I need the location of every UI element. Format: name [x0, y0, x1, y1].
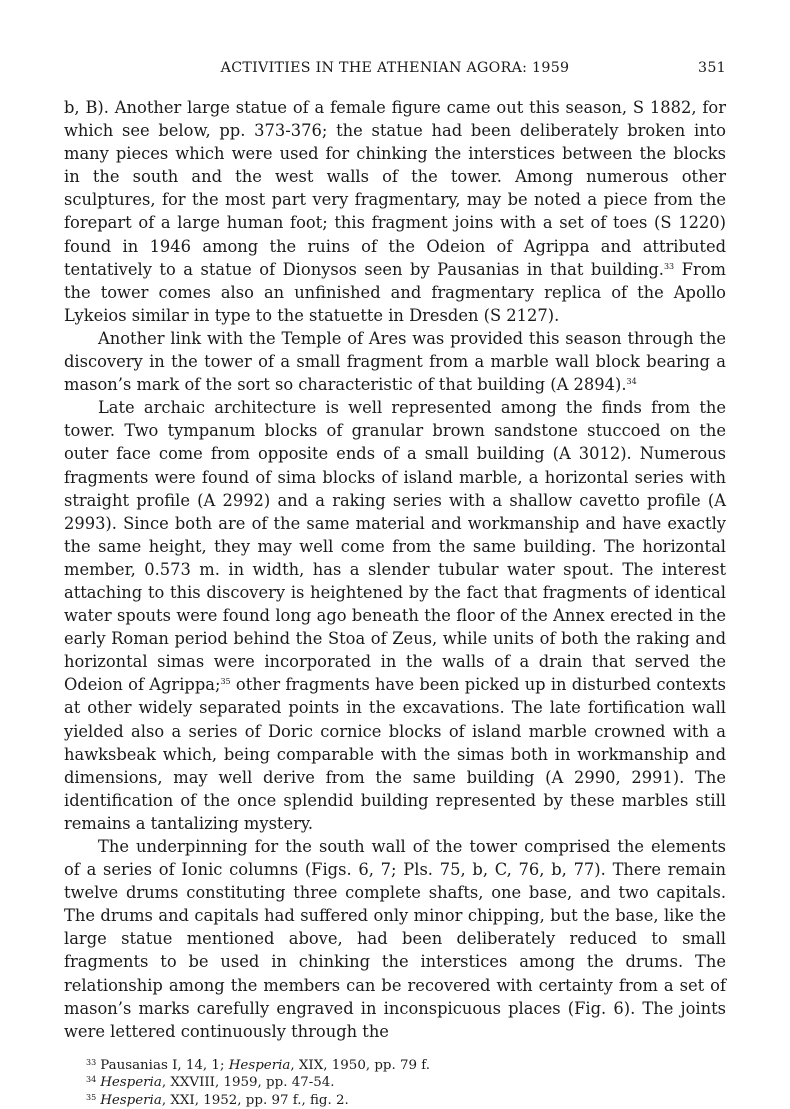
footnote-number: 34	[86, 1075, 97, 1085]
footnote-number: 33	[86, 1057, 97, 1067]
footnote-number: 35	[86, 1092, 97, 1102]
footnotes	[64, 1057, 726, 1109]
footnote-text: Pausanias I, 14, 1;	[100, 1057, 229, 1073]
footnote	[86, 1074, 726, 1092]
running-head	[64, 60, 726, 82]
journal-title: Hesperia	[228, 1057, 291, 1073]
paragraph-text: b, B). Another large statue of a female figure came out this season, S 1882, for which see below, pp. 373-376; the statue had been deliberately broken into many pieces which were used for chinking the interstices between the blocks in the south and the west walls of the tower. Among numerous other sculptures, for the most part very fragmentary, may be noted a piece from the forepart of a large human foot; this fragment joins with a set of toes (S 1220) found in 1946 among the ruins of the Odeion of Agrippa and attributed tentatively to a statue of Dionysos seen by Pausanias in that building.	[64, 98, 726, 279]
page	[64, 60, 726, 1109]
paragraph-text: From the tower comes also an unfinished and fragmentary replica of the Apollo Lykeios similar in type to the statuette in Dresden (S 2127).	[64, 259, 726, 325]
paragraph	[64, 396, 726, 835]
journal-title: Hesperia	[100, 1092, 162, 1108]
running-title: ACTIVITIES IN THE ATHENIAN AGORA: 1959	[220, 60, 570, 76]
paragraph	[64, 96, 726, 327]
footnote-reference[interactable]: 34	[626, 377, 637, 387]
footnote	[86, 1092, 726, 1109]
paragraph	[64, 327, 726, 396]
page-number: 351	[698, 60, 726, 76]
footnote	[86, 1057, 726, 1075]
paragraph-text: Another link with the Temple of Ares was provided this season through the discovery in the tower of a small fragment from a marble wall block bearing a mason’s mark of the sort so characteristic of that building (A 2894).	[64, 328, 726, 395]
body-text	[64, 96, 726, 1043]
paragraph-text: The underpinning for the south wall of the tower comprised the elements of a series of Ionic columns (Figs. 6, 7; Pls. 75, b, C, 76, b, 77). There remain twelve drums constituting three complete shafts, one base, and two capitals. The drums and capitals had suffered only minor chipping, but the base, like the large statue mentioned above, had been deliberately reduced to small fragments to be used in chinking the interstices among the drums. The relationship among the members can be recovered with certainty from a set of mason’s marks carefully engraved in inconspicuous places (Fig. 6). The joints were lettered continuously through the	[64, 837, 726, 1041]
paragraph	[64, 835, 726, 1043]
journal-title: Hesperia	[100, 1075, 162, 1091]
paragraph-text: other fragments have been picked up in disturbed contexts at other widely separated points in the excavations. The late fortification wall yielded also a series of Doric cornice blocks of island marble crowned with a hawksbeak which, being comparable with the simas both in workmanship and dimensions, may well derive from the same building (A 2990, 2991). The identification of the once splendid building represented by these marbles still remains a tantalizing mystery.	[64, 675, 726, 833]
footnote-text: , XXI, 1952, pp. 97 f., fig. 2.	[161, 1092, 349, 1108]
footnote-text: , XIX, 1950, pp. 79 f.	[290, 1057, 431, 1073]
paragraph-text: Late archaic architecture is well represented among the finds from the tower. Two tympanum blocks of granular brown sandstone stuccoed on the outer face come from opposite ends of a small building (A 3012). Numerous fragments were found of sima blocks of island marble, a horizontal series with straight profile (A 2992) and a raking series with a shallow cavetto profile (A 2993). Since both are of the same material and workmanship and have exactly the same height, they may well come from the same building. The horizontal member, 0.573 m. in width, has a slender tubular water spout. The interest attaching to this discovery is heightened by the fact that fragments of identical water spouts were found long ago beneath the floor of the Annex erected in the early Roman period behind the Stoa of Zeus, while units of both the raking and horizontal simas were incorporated in the walls of a drain that served the Odeion of Agrippa;	[64, 398, 726, 695]
footnote-reference[interactable]: 35	[220, 677, 231, 687]
footnote-text: , XXVIII, 1959, pp. 47-54.	[161, 1075, 335, 1091]
footnote-reference[interactable]: 33	[663, 261, 675, 271]
